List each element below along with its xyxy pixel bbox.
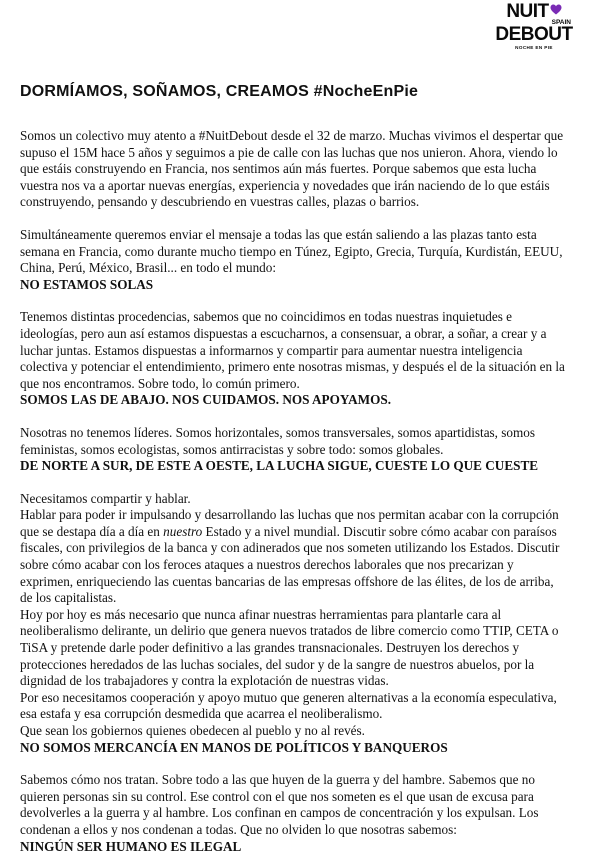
slogan-no-somos-mercancia: NO SOMOS MERCANCÍA EN MANOS DE POLÍTICOS Y BANQUEROS bbox=[20, 739, 448, 755]
paragraph-message: Simultáneamente queremos enviar el mensaje a todas las que están saliendo a las plazas tanto esta semana en Francia, como durante mucho tiempo en Túnez, Egipto, Grecia, Turquía, Kurdistán, EEUU, China, Perú, México, Brasil... en todo el mundo: bbox=[20, 226, 563, 276]
paragraph-hablar bbox=[20, 507, 568, 607]
hablar-text-start: Hablar para poder ir impulsando y desarrollando las luchas que nos permitan acabar con la corrupción que se destapa día a día en bbox=[20, 507, 559, 539]
slogan-somos-las-de-abajo: SOMOS LAS DE ABAJO. NOS CUIDAMOS. NOS APOYAMOS. bbox=[20, 392, 392, 408]
paragraph-como-nos-tratan: Sabemos cómo nos tratan. Sobre todo a las que huyen de la guerra y del hambre. Sabemos que no quieren personas sin su control. Ese control con el que nos someten es el que usan de excusa para devolverles a la guerra y al hambre. Los confinan en campos de concentración y los expulsan. Los condenan a ellos y nos condenan a todas. Que no olviden lo que nosotras sabemos: bbox=[20, 772, 539, 837]
paragraph-intro: Somos un colectivo muy atento a #NuitDebout desde el 32 de marzo. Muchas vivimos el despertar que supuso el 15M hace 5 años y seguimos a pie de calle con las luchas que nos unieron. Ahora, viendo lo que estáis construyendo en Francia, nos sentimos aún más fuertes. Porque sabemos que esta lucha vuestra nos va a aportar nuevas energías, experiencia y novedades que irán naciendo de lo que estáis construyendo, pensando y descubriendo en vuestras calles, plazas o barrios. bbox=[20, 128, 564, 210]
manifesto-body bbox=[20, 128, 568, 855]
page-title: DORMÍAMOS, SOÑAMOS, CREAMOS #NocheEnPie bbox=[20, 83, 419, 100]
paragraph-lideres: Nosotras no tenemos líderes. Somos horizontales, somos transversales, somos apartidistas, somos feministas, somos ecologistas, somos antirracistas y sobre todo: somos globales. bbox=[20, 424, 535, 457]
paragraph-neoliberalismo: Hoy por hoy es más necesario que nunca afinar nuestras herramientas para plantarle cara al neoliberalismo delirante, un delirio que genera nuevos tratados de libre comercio como TTIP, CETA o TiSA y pretende darle poder definitivo a las grandes transnacionales. Destruyen los derechos y protecciones heredados de las luchas sociales, del sudor y de la sangre de nuestros abuelos, por la dignidad de los trabajadores y contra la explotación de nuestras vidas. bbox=[20, 606, 559, 689]
logo-tagline: NOCHE EN PIE bbox=[515, 45, 553, 50]
slogan-ningun-ser-humano: NINGÚN SER HUMANO ES ILEGAL bbox=[20, 838, 242, 854]
fist-heart-icon bbox=[550, 4, 562, 15]
logo-country: SPAIN bbox=[551, 19, 571, 26]
paragraph-gobiernos: Que sean los gobiernos quienes obedecen al pueblo y no al revés. bbox=[20, 723, 365, 738]
slogan-no-estamos-solas: NO ESTAMOS SOLAS bbox=[20, 276, 154, 292]
paragraph-procedencias: Tenemos distintas procedencias, sabemos que no coincidimos en todas nuestras inquietudes e ideologías, pero aun así estamos dispuestas a escucharnos, a consensuar, a obrar, a soñar, a crear y a luchar juntas. Estamos dispuestas a informarnos y compartir para aumentar nuestra inteligencia colectiva y potenciar el entendimiento, primero ente nosotras mismas, y después el de la situación en la que nos encontramos. Sobre todo, lo común primero. bbox=[20, 309, 565, 391]
slogan-norte-a-sur: DE NORTE A SUR, DE ESTE A OESTE, LA LUCHA SIGUE, CUESTE LO QUE CUESTE bbox=[20, 458, 539, 474]
logo-word-debout: DEBOUT bbox=[495, 24, 573, 45]
paragraph-compartir: Necesitamos compartir y hablar. bbox=[20, 490, 191, 506]
nuit-debout-logo bbox=[495, 1, 573, 50]
paragraph-cooperacion: Por eso necesitamos cooperación y apoyo mutuo que generen alternativas a la economía especulativa, esa estafa y esa corrupción desmedida que acarrea el neoliberalismo. bbox=[20, 689, 557, 722]
hablar-text-emphasis: nuestro bbox=[163, 523, 203, 539]
logo-word-nuit: NUIT bbox=[506, 1, 549, 22]
hablar-text-end: Estado y a nivel mundial. Discutir sobre cómo acabar con paraísos fiscales, con privilegios de la banca y con adinerados que nos someten utilizando los Estados. Discutir sobre cómo acabar con los feroces ataques a nuestros derechos laborales que nos precarizan y exprimen, enriqueciendo las cuentas bancarias de las empresas offshore de las élites, de los de arriba, de los capitalistas. bbox=[20, 523, 560, 606]
